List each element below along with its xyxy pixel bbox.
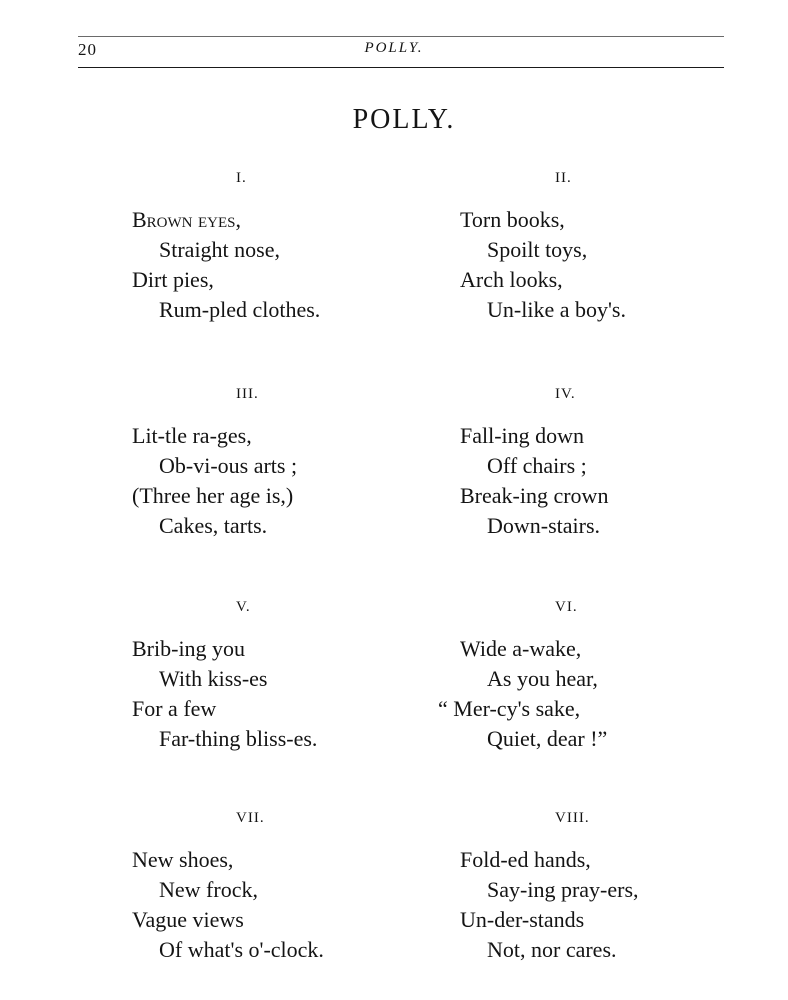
verse-line: Un-like a boy's. bbox=[487, 297, 626, 322]
stanza-numeral: II. bbox=[555, 170, 572, 186]
stanza-lines bbox=[460, 421, 608, 541]
verse-line: Ob-vi-ous arts ; bbox=[159, 453, 298, 478]
verse-line: Vague views bbox=[132, 907, 244, 932]
stanza-numeral: VIII. bbox=[555, 810, 590, 826]
page-number: 20 bbox=[78, 40, 97, 59]
header-top-rule bbox=[78, 36, 724, 37]
verse-line: With kiss-es bbox=[159, 666, 268, 691]
stanza-numeral: V. bbox=[236, 599, 251, 615]
verse-line: (Three her age is,) bbox=[132, 483, 294, 508]
verse-line: Off chairs ; bbox=[487, 453, 587, 478]
verse-line: “ Mer-cy's sake, bbox=[438, 696, 581, 721]
stanza-lines bbox=[438, 634, 608, 754]
verse-line: As you hear, bbox=[487, 666, 598, 691]
stanza-numeral: VI. bbox=[555, 599, 578, 615]
verse-line: Of what's o'-clock. bbox=[159, 937, 324, 962]
verse-line: Down-stairs. bbox=[487, 513, 601, 538]
verse-line: Break-ing crown bbox=[460, 483, 609, 508]
verse-line: Un-der-stands bbox=[460, 907, 585, 932]
stanza-lines bbox=[132, 421, 297, 541]
stanza-lines bbox=[132, 205, 320, 325]
verse-line: Not, nor cares. bbox=[487, 937, 617, 962]
verse-line: Far-thing bliss-es. bbox=[159, 726, 318, 751]
verse-line: Quiet, dear !” bbox=[487, 726, 608, 751]
stanza-numeral: IV. bbox=[555, 386, 576, 402]
running-head: POLLY. bbox=[364, 40, 424, 56]
stanza-lines bbox=[132, 845, 324, 965]
verse-line: Lit-tle ra-ges, bbox=[132, 423, 252, 448]
verse-line: Brown eyes, bbox=[132, 207, 242, 232]
verse-line: Brib-ing you bbox=[132, 636, 246, 661]
verse-line: Say-ing pray-ers, bbox=[487, 877, 639, 902]
verse-line: Cakes, tarts. bbox=[159, 513, 268, 538]
verse-line: For a few bbox=[132, 696, 217, 721]
verse-line: New shoes, bbox=[132, 847, 234, 872]
stanza-numeral: III. bbox=[236, 386, 259, 402]
verse-line: Arch looks, bbox=[460, 267, 563, 292]
stanza-lines bbox=[460, 845, 639, 965]
verse-line: Wide a-wake, bbox=[460, 636, 582, 661]
verse-line: Rum-pled clothes. bbox=[159, 297, 321, 322]
verse-line: Fold-ed hands, bbox=[460, 847, 591, 872]
verse-line: Torn books, bbox=[460, 207, 565, 232]
header-bottom-rule bbox=[78, 67, 724, 68]
stanza-numeral: I. bbox=[236, 170, 247, 186]
stanza-lines bbox=[132, 634, 317, 754]
stanza-numeral: VII. bbox=[236, 810, 265, 826]
stanza-lines bbox=[460, 205, 626, 325]
verse-line: Fall-ing down bbox=[460, 423, 585, 448]
verse-line: Straight nose, bbox=[159, 237, 280, 262]
verse-line: Spoilt toys, bbox=[487, 237, 588, 262]
verse-line: Dirt pies, bbox=[132, 267, 214, 292]
poem-title: POLLY. bbox=[352, 104, 456, 135]
verse-line: New frock, bbox=[159, 877, 258, 902]
